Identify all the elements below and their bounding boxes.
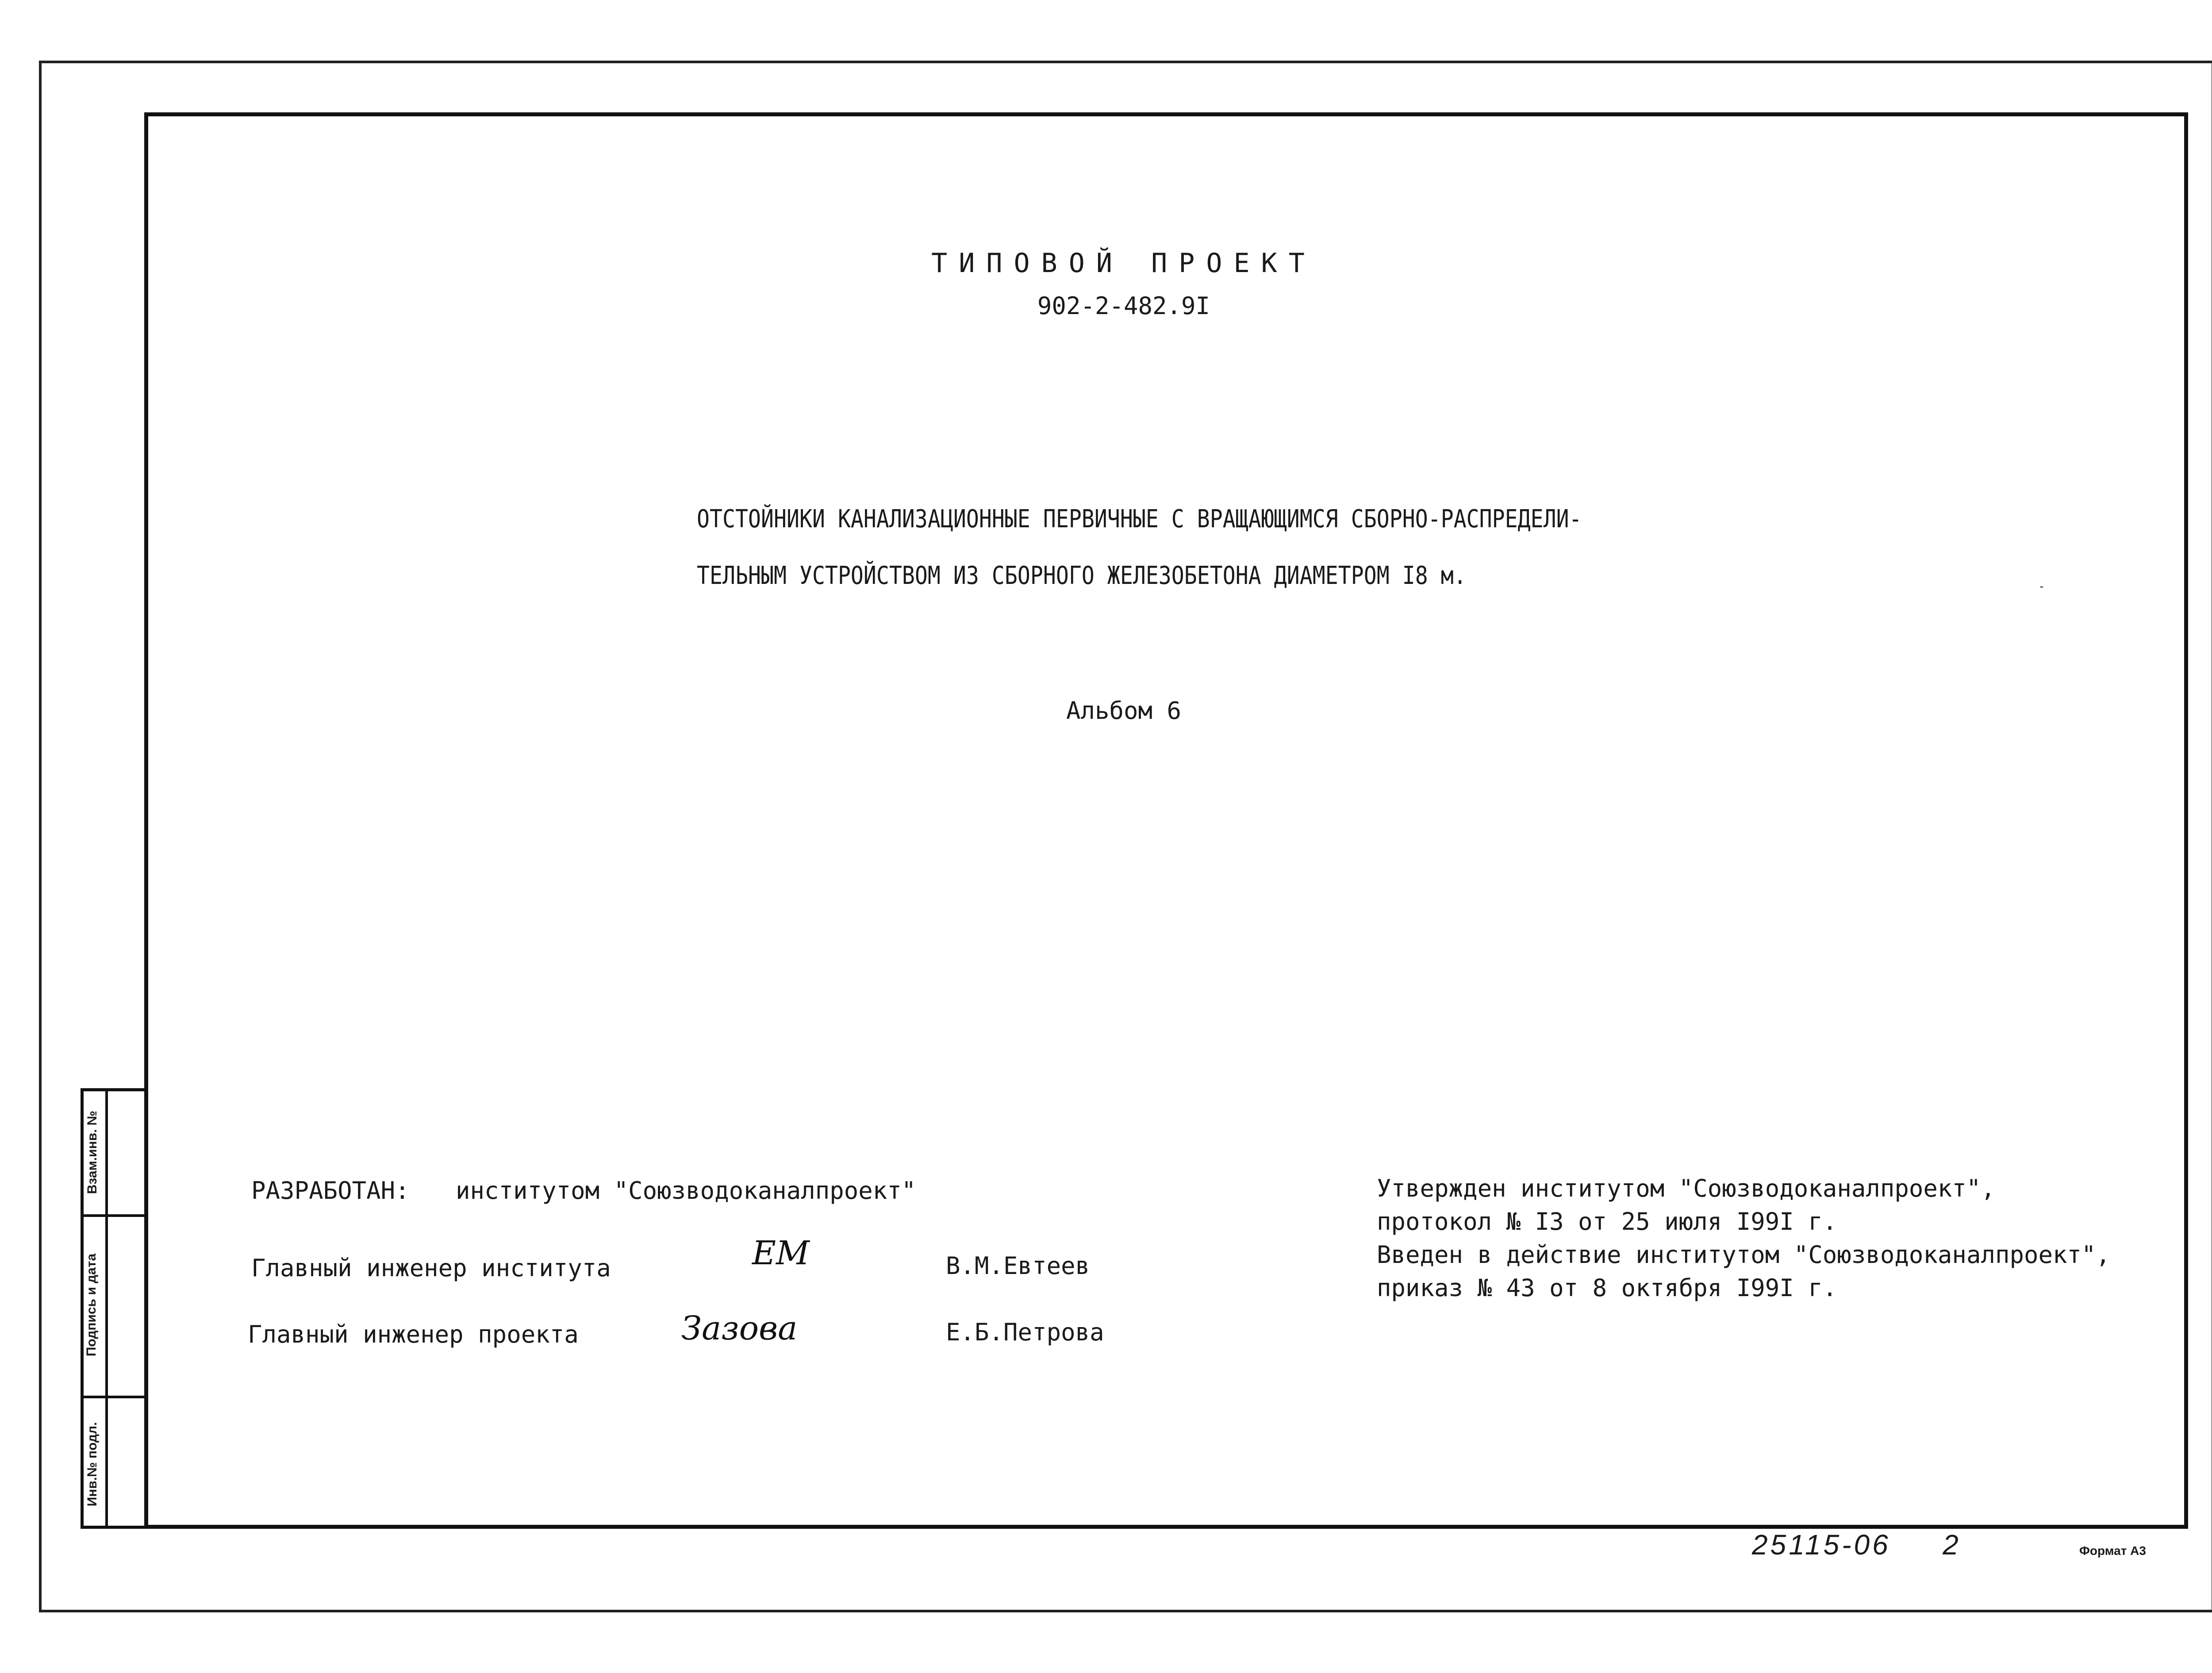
approval-line: Введен в действие институтом "Союзводоканалпроект", [1377,1241,2111,1269]
drawing-frame [144,112,2188,1529]
staff-name: В.М.Евтеев [946,1252,1090,1280]
approval-line: Утвержден институтом "Союзводоканалпроект", [1377,1174,1995,1202]
scan-mark [2040,586,2043,588]
staff-name: Е.Б.Петрова [946,1318,1104,1346]
approval-line: протокол № I3 от 25 июля I99I г. [1377,1208,1837,1236]
project-title [697,491,1582,604]
approval-line: приказ № 43 от 8 октября I99I г. [1377,1274,1837,1302]
project-number: 902-2-482.9I [1037,292,1210,320]
side-stamp-divider [105,1088,108,1529]
document-type-label: ТИПОВОЙ ПРОЕКТ [931,248,1316,279]
project-title-line: ТЕЛЬНЫМ УСТРОЙСТВОМ ИЗ СБОРНОГО ЖЕЛЕЗОБЕТОНА ДИАМЕТРОМ I8 м. [697,561,1467,590]
signature-chief-engineer-project: Зазова [681,1309,798,1347]
format-label: Формат А3 [2079,1544,2146,1558]
sheet-number: 2 [1943,1529,1961,1561]
side-stamp-original-inv: Инв.№ подл. [85,1422,100,1507]
album-label: Альбом 6 [1066,697,1182,725]
developer-label: РАЗРАБОТАН: [251,1177,410,1205]
document-number-code: 25115-06 [1752,1529,1891,1561]
developer-institute: институтом "Союзводоканалпроект" [456,1177,916,1205]
staff-role: Главный инженер проекта [248,1320,579,1348]
side-stamp-replacement-inv: Взам.инв. № [85,1110,100,1194]
signature-chief-engineer-institute: ЕМ [752,1234,810,1272]
project-title-line: ОТСТОЙНИКИ КАНАЛИЗАЦИОННЫЕ ПЕРВИЧНЫЕ С ВРАЩАЮЩИМСЯ СБОРНО-РАСПРЕДЕЛИ- [697,505,1582,533]
staff-role: Главный инженер института [251,1254,611,1282]
side-stamp-signature-date: Подпись и дата [84,1253,99,1357]
document-number [1752,1528,1961,1561]
